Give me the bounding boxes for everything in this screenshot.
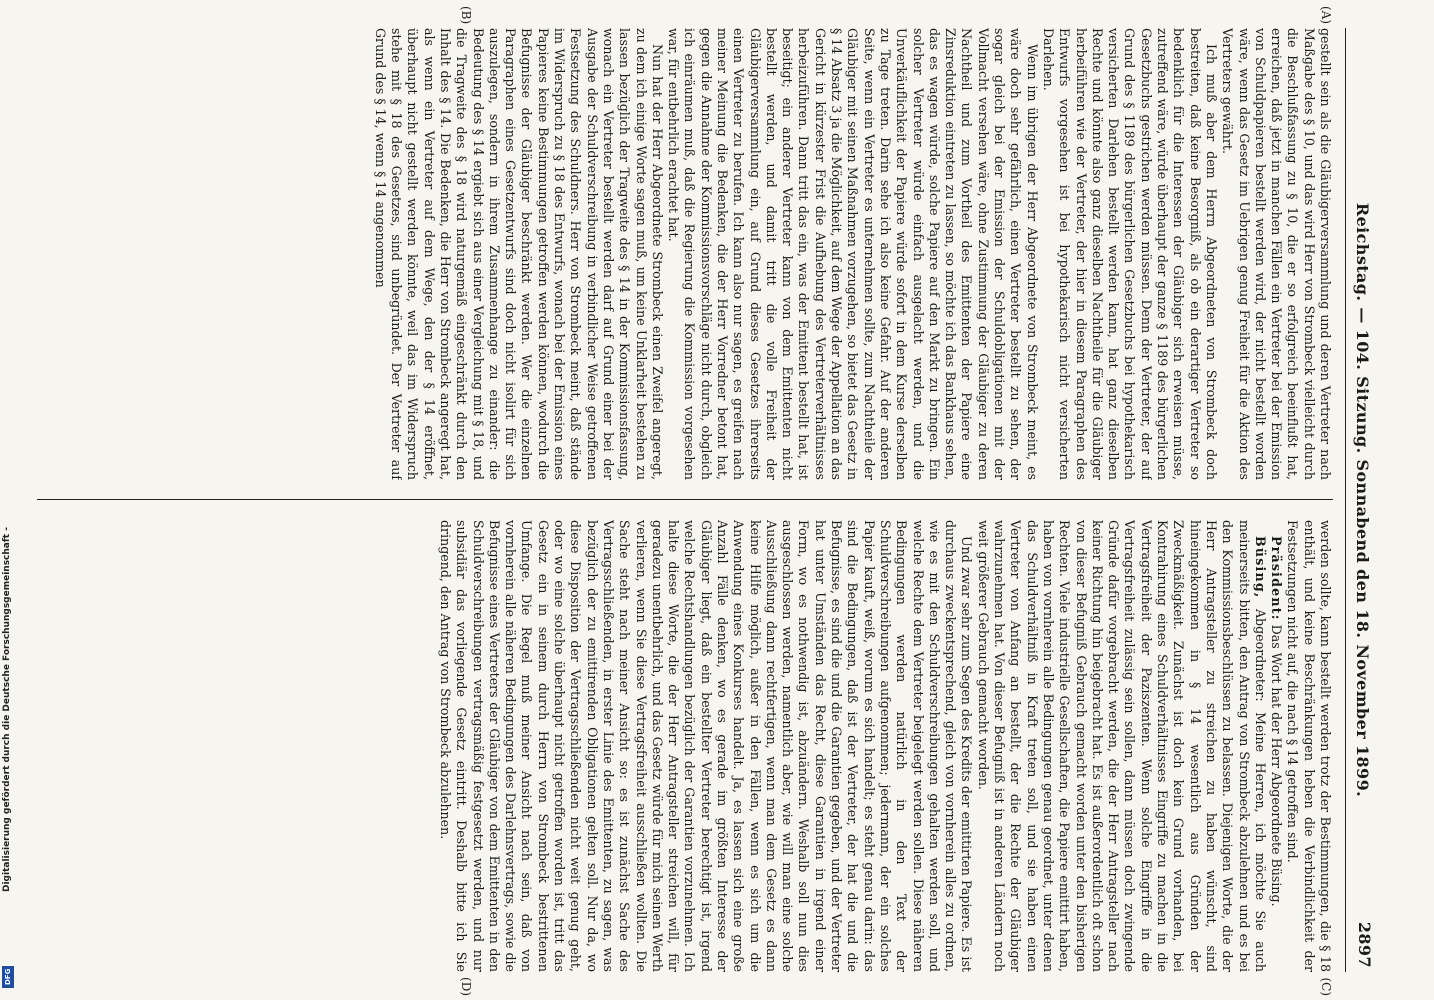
margin-mark-c: (C) [1319, 977, 1333, 996]
text-columns [37, 6, 1333, 996]
session-title: Reichstag. — 104. Sitzung. Sonnabend den 18. November 1899. [1353, 202, 1373, 798]
right-column [37, 520, 1333, 972]
speaker-president: Präsident: [1269, 536, 1285, 621]
digitization-note: Digitalisierung gefördert durch die Deutsche Forschungsgemeinschaft - [2, 527, 12, 893]
margin-mark-a: (A) [1319, 6, 1333, 25]
president-speech [1268, 520, 1284, 972]
buesing-text: Abgeordneter: Meine Herren, ich möchte Sie auch meinerseits bitten, den Antrag von Strombeck abzulehnen und es bei den Kommissionsbeschlüssen zu belassen. Diejenigen Worte, die der Herr Antragsteller zu streichen zu haben wünscht, sind hineingekommen in § 14 wesentlich aus Gründen der Zweckmäßigkeit. Zunächst ist doch kein Grund vorhanden, bei Kontrahirung eines Schuldverhältnisses Eingriffe zu machen in die Vertragsfreiheit der Paziszenten. Wenn solche Eingriffe in die Vertragsfreiheit zulässig sein sollen, dann müssen doch zwingende Gründe dafür vorgebracht werden, die der Herr Antragsteller nach keiner Richtung hin beigebracht hat. Es ist außerordentlich oft schon von dieser Befugniß Gebrauch gemacht worden unter den bisherigen Rechten. Viele industrielle Gesellschaften, die Papiere emittirt haben, haben von vornherein alle Bedingungen genau geordnet, unter denen das Schuldverhältniß in Kraft treten soll, und sie haben einen Vertreter von Anfang an bestellt, der die Rechte der Gläubiger wahrzunehmen hat. Von dieser Befugniß ist in anderen Ländern noch weit größerer Gebrauch gemacht worden. [975, 520, 1268, 972]
margin-mark-d: (D) [459, 977, 473, 996]
right-paragraph-1: werden sollte, kann bestellt werden trotz der Bestimmungen, die § 18 enthält, und keine Beschränkungen heben die Verbindlichkeit der Festsetzungen nicht auf, die nach § 14 getroffen sind. [1285, 520, 1333, 972]
left-column [37, 28, 1333, 480]
president-text: Das Wort hat der Herr Abgeordnete Büsing. [1269, 624, 1285, 907]
left-paragraph-4: Nun hat der Herr Abgeordnete Strombeck einen Zweifel angeregt, zu dem ich einige Worte sagen muß, um keine Unklarheit bestehen zu lassen bezüglich der Tragweite des § 14 in der Kommissionsfassung, wonach ein Vertreter bestellt werden darf auf Grund einer bei der Ausgabe der Schuldverschreibung in verbindlicher Weise getroffenen Festsetzung des Schuldners. Herr von Strombeck meint, daß stände im Widerspruch zu § 18 des Entwurfs, wonach bei der Emission eines Papieres keine Bestimmungen getroffen werden können, wodurch die Befugnisse der Gläubiger beschränkt werden. Wer die einzelnen Paragraphen eines Gesetzentwurfs sind doch nicht isolirt für sich auszulegen, sondern in ihrem Zusammenhange zu einander: die Bedeutung des § 14 ergiebt sich aus einer Vergleichung mit § 18, und die Tragweite des § 18 wird naturgemäß eingeschränkt durch den Inhalt des § 14. Die Bedenken, die Herr von Strombeck angeregt hat, als wenn ein Vertreter auf dem Wege, den der § 14 eröffnet, überhaupt nicht gestellt werden könnte, weil das im Widerspruch stehe mit § 18 des Gesetzes, sind unbegründet. Der Vertreter auf Grund des § 14, wenn § 14 angenommen [372, 28, 665, 480]
buesing-speech [974, 520, 1267, 972]
left-paragraph-1: gestellt sein als die Gläubigerversammlung und deren Vertreter nach Maßgabe des § 10, und das wird Herr von Strombeck vielleicht durch die Beschlußfassung zu § 10, die er so erfolgreich beeinflußt hat, erreichen, daß jetzt in manchen Fällen ein Vertreter bei der Emission von Schuldpapieren bestellt werden wird, der nicht bestellt worden wäre, wenn das Gesetz im Uebrigen genug Freiheit für die Aktion des Vertreters gewährt. [1220, 28, 1333, 480]
margin-mark-b: (B) [459, 6, 473, 25]
left-paragraph-2: Ich muß aber dem Herrn Abgeordneten von Strombeck doch bestreiten, daß keine Besorgniß, als ob ein derartiger Vertreter so bedenklich für die Interessen der Gläubiger sich erweisen müsse, zutreffend wäre, würde überhaupt der ganze § 1189 des bürgerlichen Gesetzbuchs gestrichen werden müssen. Denn der Vertreter, der auf Grund des § 1189 des bürgerlichen Gesetzbuchs bei hypothekarisch versicherten Darlehen bestellt werden kann, hat ganz dieselben Rechte und könnte also ganz dieselben Nachtheile für die Gläubiger herbeiführen wie der Vertreter, der hier in diesem Paragraphen des Entwurfs vorgesehen ist bei hypothekarisch nicht versicherten Darlehen. [1040, 28, 1219, 480]
column-divider [37, 499, 1333, 500]
speaker-buesing: Büsing, [1252, 536, 1268, 599]
page-number: 2897 [1355, 921, 1374, 968]
right-paragraph-2: Und zwar sehr zum Segen des Kredits der emittirten Papiere. Es ist durchaus zweckentsprechend, gleich von vornherein alles zu ordnen, wie es mit den Schuldverschreibungen gehalten werden soll, und welche Rechte dem Vertreter beigelegt werden sollen. Diese näheren Bedingungen werden natürlich in den Text der Schuldverschreibungen aufgenommen; jedermann, der ein solches Papier kauft, weiß, worum es sich handelt; es steht genau darin: das sind die Bedingungen, daß ist der Vertreter, der hat die und die Befugnisse, es sind die und die Garantien gegeben, und der Vertreter hat unter Umständen das Recht, diese Garantien in irgend einer Form, wo es nothwendig ist, abzuändern. Weshalb soll nun dies ausgeschlossen werden, namentlich aber, wie will man eine solche Ausschließung dann rechtfertigen, wenn man dem Gesetz es dann keine Hilfe möglich, außer in den Fällen, wenn es sich um die Anwendung eines Konkurses handelt. Ja, es lassen sich eine große Anzahl Fälle denken, wo es gerade im größten Interesse der Gläubiger liegt, daß ein bestellter Vertreter berechtigt ist, irgend welche Rechtshandlungen bezüglich der Garantien vorzunehmen. Ich halte diese Worte, die der Herr Antragsteller streichen will, für geradezu unentbehrlich, und das Gesetz würde für mich seinen Werth verlieren, wenn Sie diese Vertragsfreiheit ausschließen wollten. Die Sache steht nach meiner Ansicht so: es ist zunächst Sache des Vertragsschließenden, in erster Linie des Emittenten, zu sagen, was bezüglich der zu emittirenden Obligationen gelten soll. Nur da, wo diese Disposition der Vertragsschließenden nicht weit genug geht, oder wo eine solche überhaupt nicht getroffen worden ist, tritt das Gesetz ein in seinem durch Herrn von Strombeck bestrittenen Umfange. Die Regel muß meiner Ansicht nach sein, daß von vornherein alle näheren Bedingungen des Darlehnsvertrags, sowie die Befugnisse eines Vertreters der Gläubiger von dem Emittenten in den Schuldverschreibungen vertragsmäßig festgesetzt werden, und nur subsidiär das vorliegende Gesetz eintritt. Deshalb bitte ich Sie dringend, den Antrag von Strombeck abzulehnen. [437, 520, 975, 972]
page-header [1345, 28, 1380, 972]
left-paragraph-3: Wenn im übrigen der Herr Abgeordnete von Strombeck meint, es wäre doch sehr gefährlich, einen Vertreter bestellt zu sehen, der sogar gleich bei der Emission der Schuldobligationen mit der Vollmacht versehen wäre, ohne Zustimmung der Gläubiger zu deren Nachtheil und zum Vortheil des Emittenten der Papiere eine Zinsreduktion eintreten zu lassen, so möchte ich das Bankhaus sehen, das es wagen würde, solche Papiere auf den Markt zu bringen. Ein solcher Vertreter würde einfach ausgelacht werden, und die Unverkäuflichkeit der Papiere würde sofort in dem Kurse derselben zu Tage treten. Darin sehe ich also keine Gefahr. Auf der anderen Seite, wenn ein Vertreter es unternehmen sollte, zum Nachtheile der Gläubiger mit seinen Maßnahmen vorzugehen, so bietet das Gesetz in § 14 Absatz 3 ja die Möglichkeit, auf dem Wege der Appellation an das Gericht in kürzester Frist die Aufhebung des Vertreterverhältnisses herbeizuführen. Dann tritt das ein, was der Emittent bestellt hat, ist beseitigt; ein anderer Vertreter kann von dem Emittenten nicht bestellt werden, und damit tritt die volle Freiheit der Gläubigerversammlung ein, auf Grund dieses Gesetzes ihrerseits einen Vertreter zu berufen. Ich kann also nur sagen, es greifen nach meiner Meinung die Bedenken, die der Herr Vorredner betont hat, gegen die Annahme der Kommissionsvorschläge nicht durch, obgleich ich einräumen muß, daß die Regierung die Kommission vorgesehen war, für entbehrlich erachtet hat. [666, 28, 1040, 480]
dfg-logo-icon: DFG [2, 966, 14, 988]
